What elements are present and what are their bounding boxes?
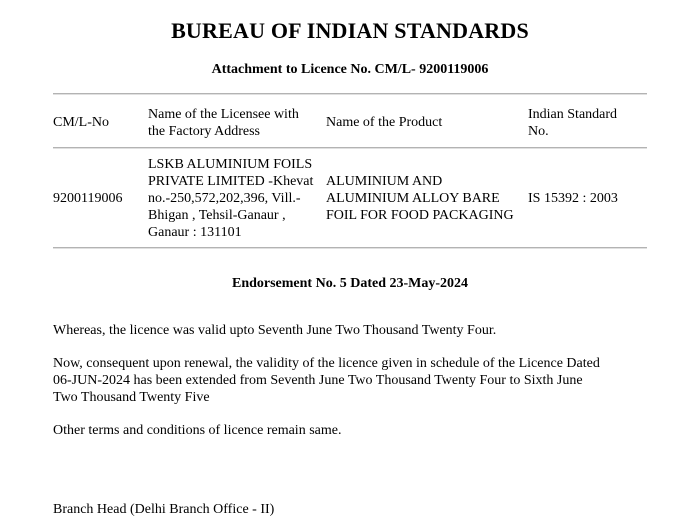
- endorsement-paragraph-2-line: Now, consequent upon renewal, the validity of the licence given in schedule of the Licence Dated: [53, 356, 600, 371]
- endorsement-paragraph-1: Whereas, the licence was valid upto Seventh June Two Thousand Twenty Four.: [53, 323, 497, 338]
- endorsement-paragraph-2-line: Two Thousand Twenty Five: [53, 390, 210, 405]
- row-product-line: ALUMINIUM AND: [326, 174, 443, 189]
- document-title: BUREAU OF INDIAN STANDARDS: [171, 18, 529, 43]
- row-licensee-line: no.-250,572,202,396, Vill.-: [148, 191, 301, 206]
- table-top-rule: [53, 93, 647, 95]
- endorsement-paragraph-2-line: 06-JUN-2024 has been extended from Seventh June Two Thousand Twenty Four to Sixth June: [53, 373, 583, 388]
- header-product: Name of the Product: [326, 115, 443, 130]
- row-product-line: ALUMINIUM ALLOY BARE: [326, 191, 500, 206]
- endorsement-paragraph-3: Other terms and conditions of licence remain same.: [53, 423, 342, 438]
- row-standard: IS 15392 : 2003: [528, 191, 618, 206]
- attachment-line: Attachment to Licence No. CM/L- 9200119006: [211, 62, 489, 77]
- row-product-line: FOIL FOR FOOD PACKAGING: [326, 208, 514, 223]
- row-licensee-line: Ganaur : 131101: [148, 225, 242, 240]
- header-licensee-line2: the Factory Address: [148, 124, 260, 139]
- row-licensee-line: LSKB ALUMINIUM FOILS: [148, 157, 313, 172]
- row-licensee-line: Bhigan , Tehsil-Ganaur ,: [148, 208, 286, 223]
- header-cml-no: CM/L-No: [53, 115, 109, 130]
- table-header-rule: [53, 147, 647, 149]
- row-licensee-line: PRIVATE LIMITED -Khevat: [148, 174, 314, 189]
- header-standard-line2: No.: [528, 124, 549, 139]
- signatory-line: Branch Head (Delhi Branch Office - II): [53, 502, 275, 517]
- header-standard-line1: Indian Standard: [528, 107, 618, 122]
- table-bottom-rule: [53, 247, 647, 249]
- row-cml-no: 9200119006: [53, 191, 123, 206]
- header-licensee-line1: Name of the Licensee with: [148, 107, 299, 122]
- endorsement-heading: Endorsement No. 5 Dated 23-May-2024: [231, 276, 469, 291]
